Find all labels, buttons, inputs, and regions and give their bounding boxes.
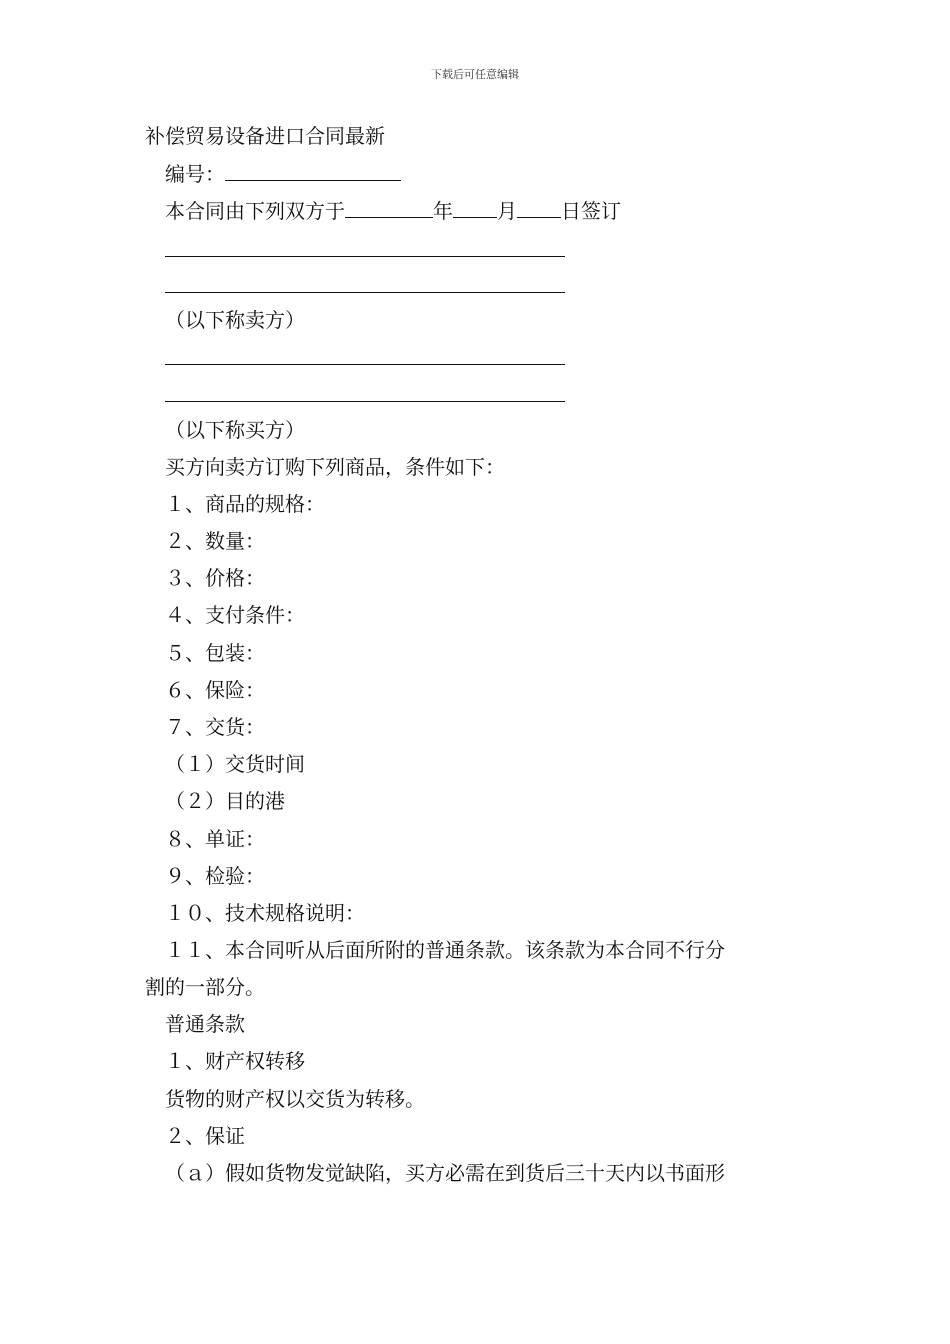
clause-11-line-2: 割的一部分。 — [145, 975, 265, 999]
signing-year-blank — [345, 197, 433, 218]
contract-number-row — [165, 160, 401, 186]
general-term-1-title: １、财产权转移 — [165, 1049, 305, 1073]
contract-title: 补偿贸易设备进口合同最新 — [145, 124, 385, 148]
list-item: ９、检验： — [165, 864, 265, 888]
signing-year-label: 年 — [433, 199, 453, 223]
list-item: ６、保险： — [165, 678, 265, 702]
order-intro: 买方向卖方订购下列商品，条件如下： — [165, 455, 505, 479]
signing-day-label: 日签订 — [561, 199, 621, 223]
list-item: １０、技术规格说明： — [165, 901, 365, 925]
general-term-2-title: ２、保证 — [165, 1124, 245, 1148]
seller-note: （以下称卖方） — [165, 308, 305, 332]
contract-number-blank — [225, 160, 401, 181]
list-item: ４、支付条件： — [165, 603, 305, 627]
signing-month-blank — [453, 197, 497, 218]
signing-day-blank — [517, 197, 561, 218]
list-item: （１）交货时间 — [165, 752, 305, 776]
list-item: ７、交货： — [165, 715, 265, 739]
general-term-2a-text: （ａ）假如货物发觉缺陷，买方必需在到货后三十天内以书面形 — [165, 1161, 725, 1185]
buyer-blank-line-2 — [165, 401, 565, 402]
list-item: ３、价格： — [165, 566, 265, 590]
clause-11-line-1: １１、本合同听从后面所附的普通条款。该条款为本合同不行分 — [165, 938, 725, 962]
general-term-1-text: 货物的财产权以交货为转移。 — [165, 1087, 425, 1111]
seller-blank-line-1 — [165, 256, 565, 257]
contract-number-label: 编号： — [165, 162, 225, 186]
list-item: ２、数量： — [165, 529, 265, 553]
list-item: １、商品的规格： — [165, 492, 325, 516]
buyer-blank-line-1 — [165, 364, 565, 365]
list-item: （２）目的港 — [165, 789, 285, 813]
page-header-note: 下载后可任意编辑 — [431, 68, 519, 81]
signing-date-row — [165, 197, 621, 223]
list-item: ８、单证： — [165, 827, 265, 851]
buyer-note: （以下称买方） — [165, 418, 305, 442]
general-terms-title: 普通条款 — [165, 1012, 245, 1036]
seller-blank-line-2 — [165, 292, 565, 293]
signing-prefix: 本合同由下列双方于 — [165, 199, 345, 223]
signing-month-label: 月 — [497, 199, 517, 223]
list-item: ５、包装： — [165, 641, 265, 665]
